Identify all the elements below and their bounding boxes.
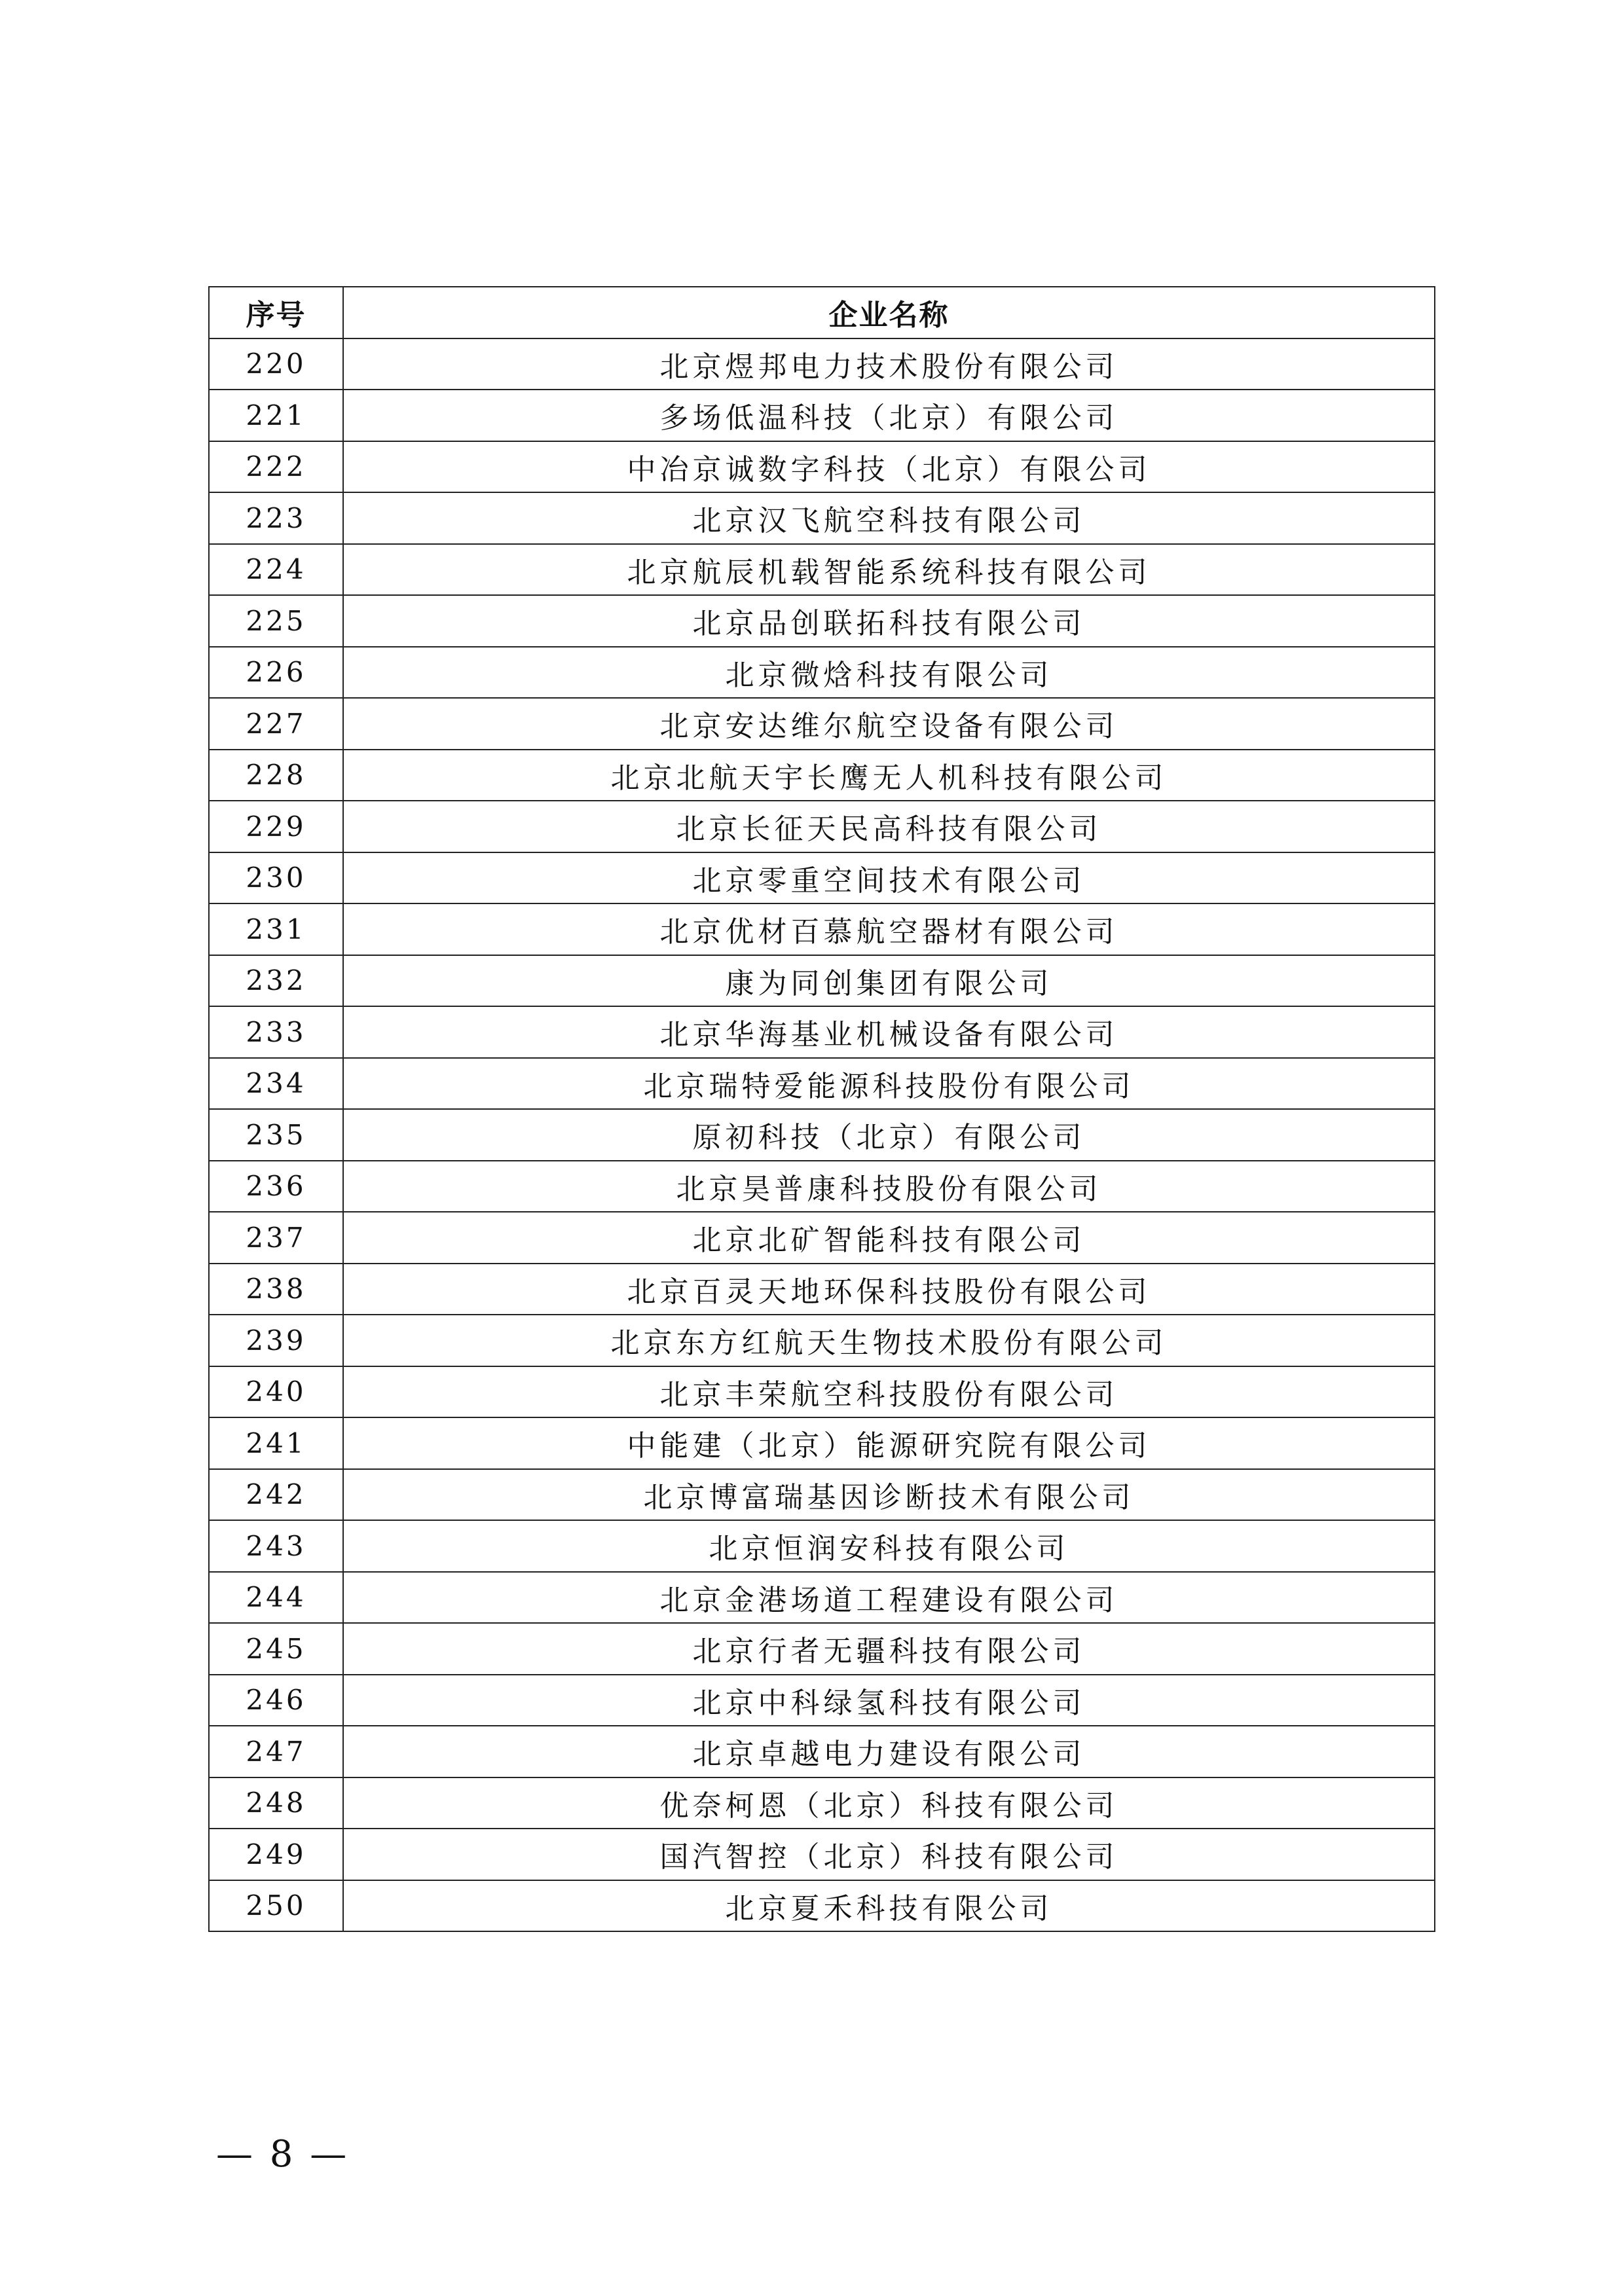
serial-number-cell: 228 (209, 750, 343, 801)
serial-number-cell: 223 (209, 492, 343, 544)
serial-number-cell: 246 (209, 1675, 343, 1726)
table-row (209, 1366, 1435, 1418)
company-name-cell: 北京华海基业机械设备有限公司 (343, 1006, 1435, 1058)
company-name-cell: 北京丰荣航空科技股份有限公司 (343, 1366, 1435, 1418)
table-row (209, 1006, 1435, 1058)
company-name-cell: 国汽智控（北京）科技有限公司 (343, 1829, 1435, 1880)
company-name-cell: 北京安达维尔航空设备有限公司 (343, 698, 1435, 750)
serial-number-cell: 240 (209, 1366, 343, 1418)
table-row (209, 1572, 1435, 1624)
table-row (209, 1109, 1435, 1161)
company-name-cell: 康为同创集团有限公司 (343, 955, 1435, 1007)
table-row (209, 647, 1435, 699)
company-name-cell: 中冶京诚数字科技（北京）有限公司 (343, 441, 1435, 493)
serial-number-cell: 231 (209, 903, 343, 955)
company-name-cell: 中能建（北京）能源研究院有限公司 (343, 1417, 1435, 1469)
table-row (209, 1777, 1435, 1829)
table-row (209, 1675, 1435, 1726)
company-name-cell: 北京瑞特爱能源科技股份有限公司 (343, 1058, 1435, 1110)
table-row (209, 1623, 1435, 1675)
serial-number-cell: 245 (209, 1623, 343, 1675)
company-list-table (208, 286, 1435, 1932)
table-row (209, 492, 1435, 544)
header-row (209, 287, 1435, 338)
table-header (209, 287, 1435, 338)
table-row (209, 750, 1435, 801)
table-row (209, 1161, 1435, 1212)
company-name-cell: 北京长征天民高科技有限公司 (343, 801, 1435, 852)
table-row (209, 1469, 1435, 1521)
company-name-cell: 北京博富瑞基因诊断技术有限公司 (343, 1469, 1435, 1521)
company-name-cell: 北京恒润安科技有限公司 (343, 1520, 1435, 1572)
company-name-cell: 原初科技（北京）有限公司 (343, 1109, 1435, 1161)
company-name-cell: 北京微焓科技有限公司 (343, 647, 1435, 699)
company-name-cell: 北京百灵天地环保科技股份有限公司 (343, 1264, 1435, 1315)
serial-number-cell: 236 (209, 1161, 343, 1212)
serial-number-cell: 235 (209, 1109, 343, 1161)
table-row (209, 441, 1435, 493)
company-name-cell: 北京煜邦电力技术股份有限公司 (343, 338, 1435, 390)
page-number: — 8 — (216, 2133, 350, 2176)
serial-number-cell: 241 (209, 1417, 343, 1469)
serial-number-cell: 244 (209, 1572, 343, 1624)
serial-number-cell: 230 (209, 852, 343, 904)
serial-number-cell: 220 (209, 338, 343, 390)
serial-number-cell: 227 (209, 698, 343, 750)
table-row (209, 852, 1435, 904)
table-row (209, 595, 1435, 647)
table-row (209, 1880, 1435, 1932)
serial-number-cell: 224 (209, 544, 343, 596)
table-row (209, 544, 1435, 596)
serial-number-cell: 233 (209, 1006, 343, 1058)
table-row (209, 338, 1435, 390)
table-row (209, 1315, 1435, 1366)
company-name-cell: 北京中科绿氢科技有限公司 (343, 1675, 1435, 1726)
serial-number-cell: 250 (209, 1880, 343, 1932)
serial-number-cell: 237 (209, 1212, 343, 1264)
company-name-cell: 北京品创联拓科技有限公司 (343, 595, 1435, 647)
table-row (209, 1829, 1435, 1880)
table-row (209, 1264, 1435, 1315)
serial-number-cell: 243 (209, 1520, 343, 1572)
company-name-cell: 北京汉飞航空科技有限公司 (343, 492, 1435, 544)
header-serial-number: 序号 (209, 287, 343, 338)
serial-number-cell: 232 (209, 955, 343, 1007)
serial-number-cell: 239 (209, 1315, 343, 1366)
serial-number-cell: 222 (209, 441, 343, 493)
company-name-cell: 北京北矿智能科技有限公司 (343, 1212, 1435, 1264)
table-row (209, 698, 1435, 750)
serial-number-cell: 221 (209, 390, 343, 441)
header-company-name: 企业名称 (343, 287, 1435, 338)
company-name-cell: 北京卓越电力建设有限公司 (343, 1726, 1435, 1777)
table-row (209, 801, 1435, 852)
company-name-cell: 多场低温科技（北京）有限公司 (343, 390, 1435, 441)
table-row (209, 1520, 1435, 1572)
table-row (209, 903, 1435, 955)
serial-number-cell: 248 (209, 1777, 343, 1829)
company-name-cell: 北京金港场道工程建设有限公司 (343, 1572, 1435, 1624)
company-name-cell: 北京北航天宇长鹰无人机科技有限公司 (343, 750, 1435, 801)
company-name-cell: 北京行者无疆科技有限公司 (343, 1623, 1435, 1675)
company-name-cell: 北京东方红航天生物技术股份有限公司 (343, 1315, 1435, 1366)
company-name-cell: 优奈柯恩（北京）科技有限公司 (343, 1777, 1435, 1829)
serial-number-cell: 225 (209, 595, 343, 647)
table-row (209, 1212, 1435, 1264)
table-row (209, 1726, 1435, 1777)
table-row (209, 1058, 1435, 1110)
company-name-cell: 北京优材百慕航空器材有限公司 (343, 903, 1435, 955)
table-row (209, 1417, 1435, 1469)
serial-number-cell: 229 (209, 801, 343, 852)
company-name-cell: 北京航辰机载智能系统科技有限公司 (343, 544, 1435, 596)
company-name-cell: 北京零重空间技术有限公司 (343, 852, 1435, 904)
company-name-cell: 北京昊普康科技股份有限公司 (343, 1161, 1435, 1212)
company-name-cell: 北京夏禾科技有限公司 (343, 1880, 1435, 1932)
serial-number-cell: 247 (209, 1726, 343, 1777)
serial-number-cell: 249 (209, 1829, 343, 1880)
table-body (209, 338, 1435, 1932)
serial-number-cell: 226 (209, 647, 343, 699)
table-row (209, 390, 1435, 441)
serial-number-cell: 242 (209, 1469, 343, 1521)
serial-number-cell: 234 (209, 1058, 343, 1110)
serial-number-cell: 238 (209, 1264, 343, 1315)
table-row (209, 955, 1435, 1007)
